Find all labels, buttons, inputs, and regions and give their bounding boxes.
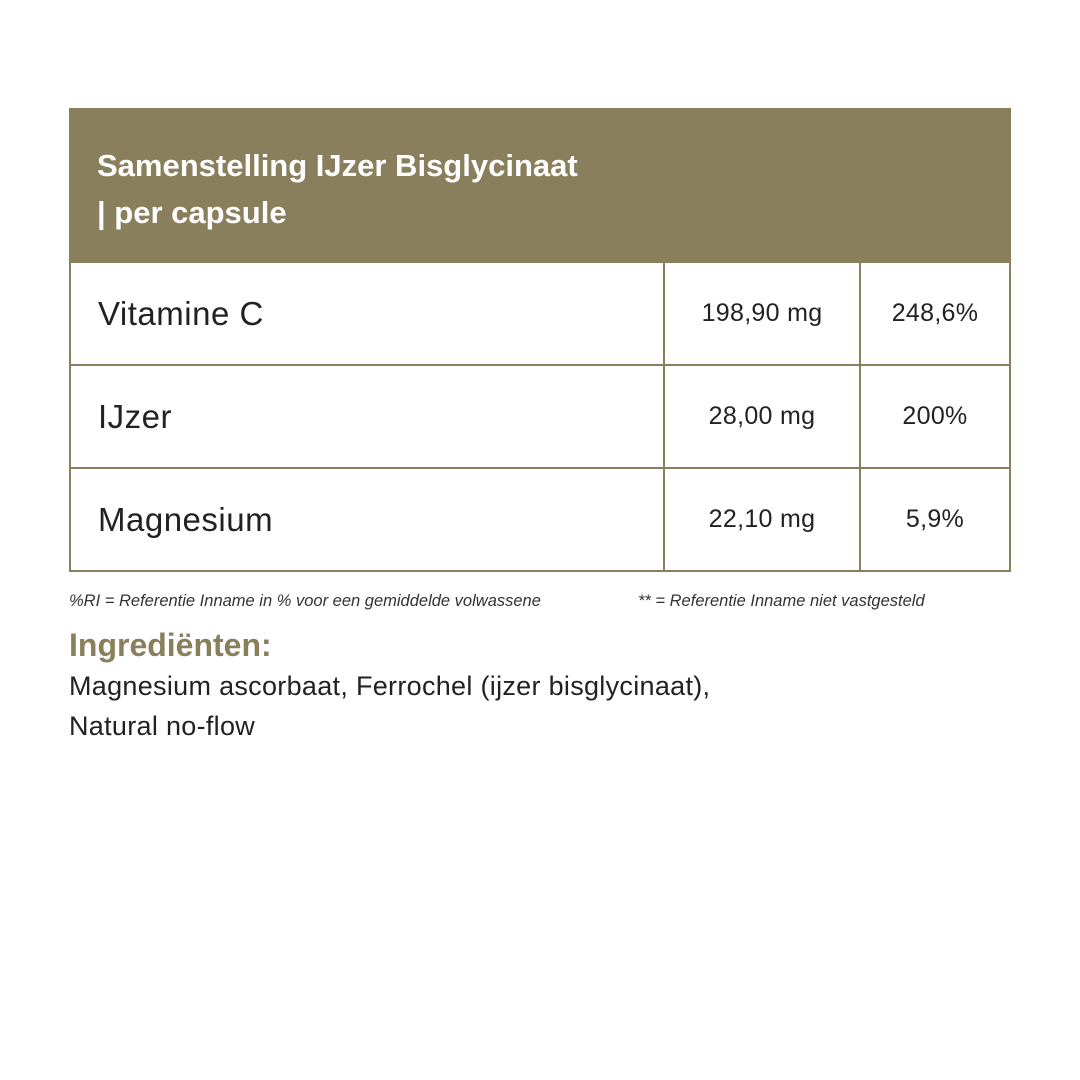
nutrient-ri: 5,9% [860, 468, 1010, 571]
nutrient-amount: 28,00 mg [664, 365, 860, 468]
composition-title: Samenstelling IJzer Bisglycinaat [97, 148, 578, 183]
nutrient-ri: 248,6% [860, 262, 1010, 365]
table-row [70, 262, 1010, 365]
nutrient-name: Magnesium [70, 468, 664, 571]
table-row [70, 365, 1010, 468]
nutrient-ri: 200% [860, 365, 1010, 468]
nutrient-name: IJzer [70, 365, 664, 468]
composition-panel [69, 108, 1011, 572]
composition-header [69, 108, 1011, 261]
nutrient-amount: 22,10 mg [664, 468, 860, 571]
nutrient-amount: 198,90 mg [664, 262, 860, 365]
ingredients-line: Natural no-flow [69, 711, 256, 741]
ingredients-line: Magnesium ascorbaat, Ferrochel (ijzer bisglycinaat), [69, 671, 711, 701]
table-row [70, 468, 1010, 571]
footnotes [69, 592, 1019, 611]
ingredients-list [69, 666, 969, 746]
composition-subtitle: | per capsule [97, 195, 287, 230]
not-set-footnote: ** = Referentie Inname niet vastgesteld [638, 592, 925, 610]
ingredients-title: Ingrediënten: [69, 627, 272, 663]
nutrient-name: Vitamine C [70, 262, 664, 365]
nutrient-table [69, 261, 1011, 572]
ri-footnote: %RI = Referentie Inname in % voor een gemiddelde volwassene [69, 592, 541, 610]
